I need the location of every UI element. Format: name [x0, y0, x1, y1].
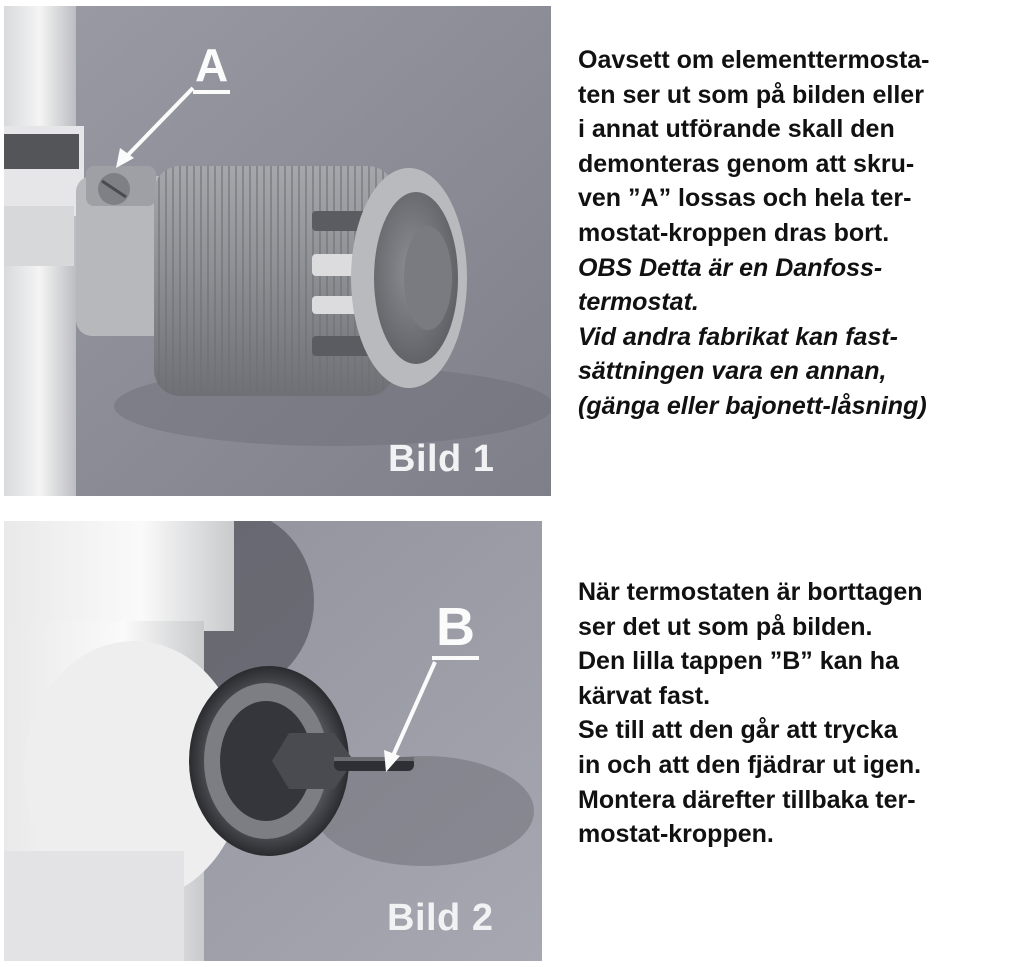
- text-line-italic: (gänga eller bajonett-låsning): [578, 391, 927, 420]
- text-line: ten ser ut som på bilden eller: [578, 80, 924, 109]
- photo-bild-2: [4, 521, 542, 961]
- text-line: ven ”A” lossas och hela ter-: [578, 184, 912, 213]
- instructions-text-1: [578, 43, 930, 424]
- text-line: Montera därefter tillbaka ter-: [578, 785, 916, 814]
- photo-bild-1: [4, 6, 551, 496]
- bild-2-caption: Bild 2: [387, 897, 494, 939]
- text-line: Den lilla tappen ”B” kan ha: [578, 647, 899, 676]
- text-line: När termostaten är borttagen: [578, 578, 923, 606]
- text-line: in och att den fjädrar ut igen.: [578, 750, 922, 779]
- text-line: Se till att den går att trycka: [578, 716, 898, 745]
- text-line: demonteras genom att skru-: [578, 149, 915, 178]
- text-line: Oavsett om elementtermosta-: [578, 46, 930, 74]
- text-line-italic: OBS Detta är en Danfoss-: [578, 253, 883, 282]
- text-line: mostat-kroppen.: [578, 820, 774, 849]
- thermostat-photo-illustration: [4, 6, 551, 496]
- marker-a-label: A: [193, 42, 230, 94]
- text-line-italic: Vid andra fabrikat kan fast-: [578, 322, 898, 351]
- bild-1-caption: Bild 1: [388, 438, 495, 480]
- text-line-italic: sättningen vara en annan,: [578, 357, 887, 386]
- marker-b-label: B: [432, 600, 479, 660]
- text-line-italic: termostat.: [578, 288, 699, 317]
- text-line: mostat-kroppen dras bort.: [578, 218, 890, 247]
- instructions-text-2: [578, 575, 923, 852]
- text-line: ser det ut som på bilden.: [578, 612, 873, 641]
- valve-photo-illustration: [4, 521, 542, 961]
- text-line: i annat utförande skall den: [578, 115, 895, 144]
- text-line: kärvat fast.: [578, 681, 711, 710]
